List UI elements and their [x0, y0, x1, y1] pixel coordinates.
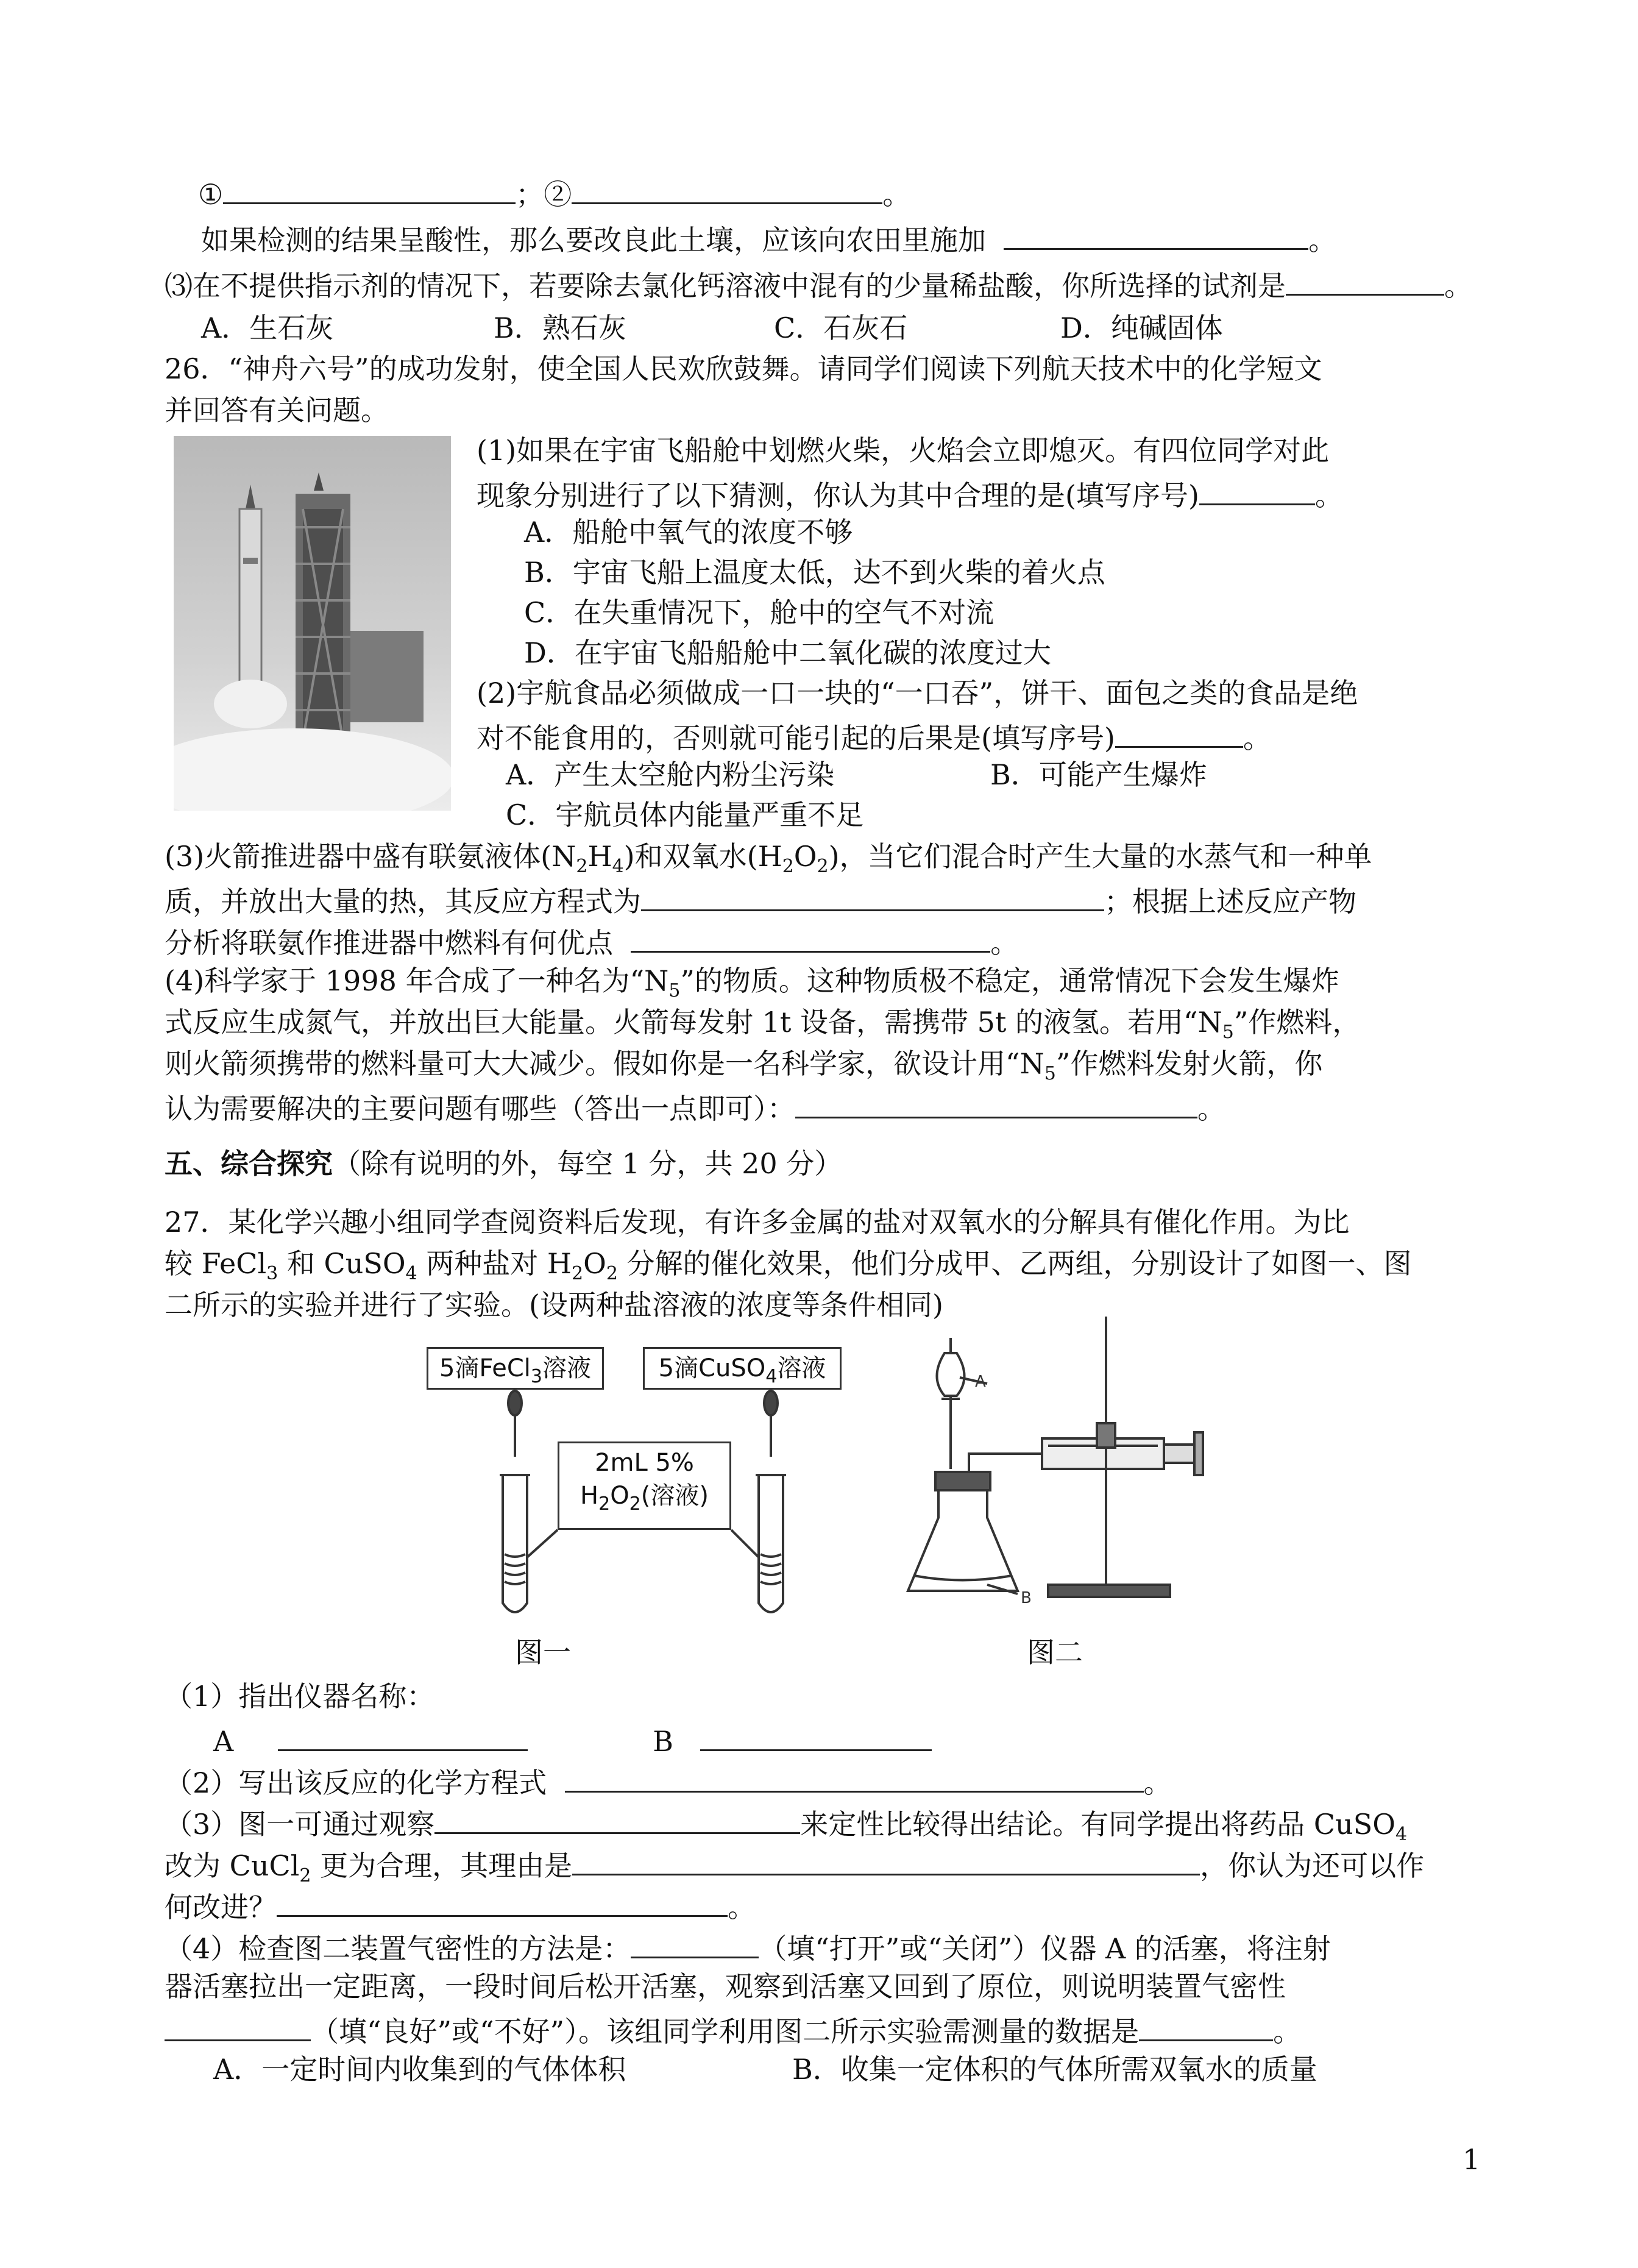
text: 认为需要解决的主要问题有哪些（答出一点即可）：: [165, 1092, 795, 1125]
section-5-heading: [165, 1147, 843, 1180]
q26-part4-line-4: [165, 1091, 1225, 1123]
blank-1[interactable]: [223, 177, 516, 204]
blank-equation-27[interactable]: [565, 1765, 1144, 1793]
text: （4）检查图二装置气密性的方法是：: [165, 1932, 631, 1965]
question-26-line-2: 并回答有关问题。: [165, 394, 389, 427]
text: 分解的催化效果，他们分成甲、乙两组，分别设计了如图一、图: [617, 1247, 1412, 1280]
label-a: A: [975, 1373, 986, 1391]
text: （填“打开”或“关闭”）仪器 A 的活塞，将注射: [759, 1932, 1331, 1965]
q26-part1-option-d: D．在宇宙飞船船舱中二氧化碳的浓度过大: [524, 636, 1051, 669]
text: ，你认为还可以作: [1200, 1849, 1425, 1882]
period: 。: [728, 1891, 756, 1924]
blank-reason[interactable]: [572, 1848, 1200, 1875]
figure-1-caption: 图一: [515, 1636, 571, 1669]
option-b: B．熟石灰: [494, 311, 626, 344]
option-d: D．纯碱固体: [1060, 311, 1223, 344]
section-title: 五、综合探究: [165, 1147, 333, 1180]
question-27-line-1: 27．某化学兴趣小组同学查阅资料后发现，有许多金属的盐对双氧水的分解具有催化作用。为比: [165, 1206, 1350, 1239]
text: ”作燃料发射火箭，你: [1055, 1047, 1323, 1080]
subscript: 5: [668, 980, 681, 1001]
q26-part1-line-2: [477, 478, 1343, 510]
text: ”作燃料，: [1233, 1006, 1361, 1039]
paragraph-line: [201, 222, 1337, 257]
q26-part2-option-a: A．产生太空舱内粉尘污染: [506, 758, 835, 791]
period: 。: [1143, 1766, 1172, 1799]
label-a: A: [213, 1725, 234, 1758]
subscript: 2: [817, 856, 829, 877]
q26-part4-line-2: [165, 1008, 1360, 1042]
blank-improve[interactable]: [277, 1889, 728, 1917]
subscript: 2: [299, 1865, 311, 1886]
q26-part2-line-1: (2)宇航食品必须做成一口一块的“一口吞”，饼干、面包之类的食品是绝: [477, 677, 1358, 709]
subscript: 5: [1044, 1063, 1056, 1084]
fecl3-label-box: [427, 1347, 604, 1390]
text: 改为 CuCl: [165, 1849, 300, 1882]
subscript: 2: [576, 856, 588, 877]
text: 更为合理，其理由是: [311, 1849, 573, 1882]
text: 如果检测的结果呈酸性，那么要改良此土壤，应该向农田里施加: [201, 224, 986, 257]
q26-part3-line-3: [165, 925, 1018, 957]
label-b: B: [653, 1725, 673, 1758]
q27-part2: [165, 1765, 1172, 1797]
blank-measure[interactable]: [1139, 2014, 1273, 2041]
q26-part1-line-1: (1)如果在宇宙飞船舱中划燃火柴，火焰会立即熄灭。有四位同学对此: [477, 434, 1330, 467]
q27-part4-line-2: 器活塞拉出一定距离，一段时间后松开活塞，观察到活塞又回到了原位，则说明装置气密性: [165, 1970, 1286, 2003]
text: (溶液): [640, 1482, 709, 1510]
blank-problem[interactable]: [795, 1091, 1197, 1118]
subscript: 2: [606, 1263, 618, 1284]
q27-part4-option-a: A．一定时间内收集到的气体体积: [213, 2053, 626, 2086]
cuso4-label-box: [643, 1347, 842, 1390]
text: 溶液: [777, 1354, 826, 1382]
figure-2-caption: 图二: [1027, 1636, 1083, 1669]
text: O: [583, 1247, 606, 1280]
text: 5滴FeCl: [439, 1354, 531, 1382]
text: 何改进？: [165, 1891, 277, 1924]
option-a: A．生石灰: [201, 311, 334, 344]
blank-2[interactable]: [572, 177, 882, 204]
q27-part3-line-1: [165, 1807, 1407, 1844]
text: (3)火箭推进器中盛有联氨液体(N: [165, 840, 576, 873]
rocket-launch-photo: [174, 436, 451, 811]
blank-equation[interactable]: [641, 884, 1104, 911]
period: 。: [990, 926, 1019, 959]
blank-airtight[interactable]: [165, 2014, 311, 2041]
blank-b[interactable]: [700, 1724, 932, 1751]
blank-open-close[interactable]: [631, 1931, 759, 1958]
subscript: 2: [598, 1493, 611, 1515]
text: 对不能食用的，否则就可能引起的后果是(填写序号): [477, 722, 1115, 755]
text: ⑶在不提供指示剂的情况下，若要除去氯化钙溶液中混有的少量稀盐酸，你所选择的试剂是: [165, 269, 1286, 302]
text: 现象分别进行了以下猜测，你认为其中合理的是(填写序号): [477, 479, 1199, 512]
question-27-line-2: [165, 1247, 1412, 1284]
text: )，当它们混合时产生大量的水蒸气和一种单: [828, 840, 1372, 873]
period: 。: [1243, 722, 1271, 755]
text: (4)科学家于 1998 年合成了一种名为“N: [165, 964, 669, 997]
q26-part2-option-c: C．宇航员体内能量严重不足: [506, 798, 864, 831]
text: 式反应生成氮气，并放出巨大能量。火箭每发射 1t 设备，需携带 5t 的液氢。若用“N: [165, 1006, 1222, 1039]
text: 较 FeCl: [165, 1247, 267, 1280]
subscript: 4: [612, 856, 624, 877]
subscript: 4: [765, 1366, 778, 1387]
text: ”的物质。这种物质极不稳定，通常情况下会发生爆炸: [680, 964, 1339, 997]
period: 。: [1197, 1092, 1225, 1125]
subscript: 2: [572, 1263, 584, 1284]
text: 溶液: [542, 1354, 591, 1382]
subscript: 3: [266, 1263, 278, 1284]
page-number: 1: [1462, 2143, 1481, 2176]
text: （填“良好”或“不好”）。该组同学利用图二所示实验需测量的数据是: [311, 2015, 1140, 2048]
q27-part1-blanks: [213, 1724, 932, 1758]
text: 质，并放出大量的热，其反应方程式为: [165, 885, 641, 918]
text: ；根据上述反应产物: [1104, 885, 1356, 918]
text: H: [587, 840, 612, 873]
text: O: [610, 1482, 629, 1510]
text: 来定性比较得出结论。有同学提出将药品 CuSO: [800, 1808, 1395, 1841]
text: 和 CuSO: [278, 1247, 406, 1280]
text: O: [793, 840, 817, 873]
q27-part4-line-1: [165, 1931, 1331, 1963]
period: 。: [882, 178, 911, 211]
q26-part1-option-b: B．宇宙飞船上温度太低，达不到火柴的着火点: [524, 556, 1105, 589]
text: 5滴CuSO: [658, 1354, 766, 1382]
syringe-apparatus-figure: [896, 1317, 1225, 1609]
blank-soil[interactable]: [1004, 222, 1308, 250]
q26-part1-option-a: A．船舱中氧气的浓度不够: [524, 516, 853, 549]
q27-part4-option-b: B．收集一定体积的气体所需双氧水的质量: [792, 2053, 1317, 2086]
text: 两种盐对 H: [417, 1247, 572, 1280]
text: （3）图一可通过观察: [165, 1808, 435, 1841]
circle-one: ①: [198, 178, 224, 211]
q27-part3-line-2: [165, 1848, 1424, 1885]
question-26-line-1: 26．“神舟六号”的成功发射，使全国人民欢欣鼓舞。请同学们阅读下列航天技术中的化学短文: [165, 352, 1322, 385]
blank-observe[interactable]: [434, 1807, 800, 1834]
circle-two: ；②: [516, 178, 572, 211]
text: 分析将联氨作推进器中燃料有何优点: [165, 926, 613, 959]
subscript: 2: [782, 856, 794, 877]
blank-advantage[interactable]: [631, 925, 990, 953]
text: 则火箭须携带的燃料量可大大减少。假如你是一名科学家，欲设计用“N: [165, 1047, 1044, 1080]
text: )和双氧水(H: [623, 840, 782, 873]
text: 2mL 5%: [595, 1449, 694, 1477]
q26-part3-line-2: [165, 884, 1356, 918]
subscript: 4: [1395, 1824, 1408, 1845]
q26-part1-option-c: C．在失重情况下，舱中的空气不对流: [524, 596, 994, 629]
option-c: C．石灰石: [774, 311, 908, 344]
q27-part4-line-3: [165, 2014, 1301, 2046]
blank-reagent[interactable]: [1286, 268, 1444, 296]
period: 。: [1314, 479, 1343, 512]
subscript: 4: [405, 1263, 417, 1284]
q26-part2-line-2: [477, 720, 1271, 755]
text: H: [580, 1482, 599, 1510]
answer-line-1: [198, 177, 911, 211]
question-line: [165, 268, 1472, 300]
q26-part2-option-b: B．可能产生爆炸: [990, 758, 1207, 791]
period: 。: [1444, 269, 1472, 302]
q26-part3-line-1: [165, 842, 1372, 876]
q26-part4-line-1: [165, 964, 1339, 1001]
section-note: （除有说明的外，每空 1 分，共 20 分）: [333, 1147, 843, 1180]
question-27-line-3: 二所示的实验并进行了实验。(设两种盐溶液的浓度等条件相同): [165, 1289, 943, 1321]
test-tubes-figure: [475, 1390, 817, 1633]
text: （2）写出该反应的化学方程式: [165, 1766, 547, 1799]
label-b: B: [1021, 1589, 1032, 1607]
subscript: 5: [1222, 1022, 1234, 1043]
period: 。: [1273, 2015, 1302, 2048]
blank-q26-1[interactable]: [1199, 478, 1315, 505]
subscript: 2: [629, 1493, 641, 1515]
subscript: 3: [530, 1366, 542, 1387]
blank-q26-2[interactable]: [1115, 720, 1243, 748]
q27-part1: （1）指出仪器名称：: [165, 1680, 435, 1713]
blank-a[interactable]: [278, 1724, 528, 1751]
period: 。: [1308, 224, 1337, 257]
q26-part4-line-3: [165, 1047, 1323, 1084]
q27-part3-line-3: [165, 1889, 756, 1924]
